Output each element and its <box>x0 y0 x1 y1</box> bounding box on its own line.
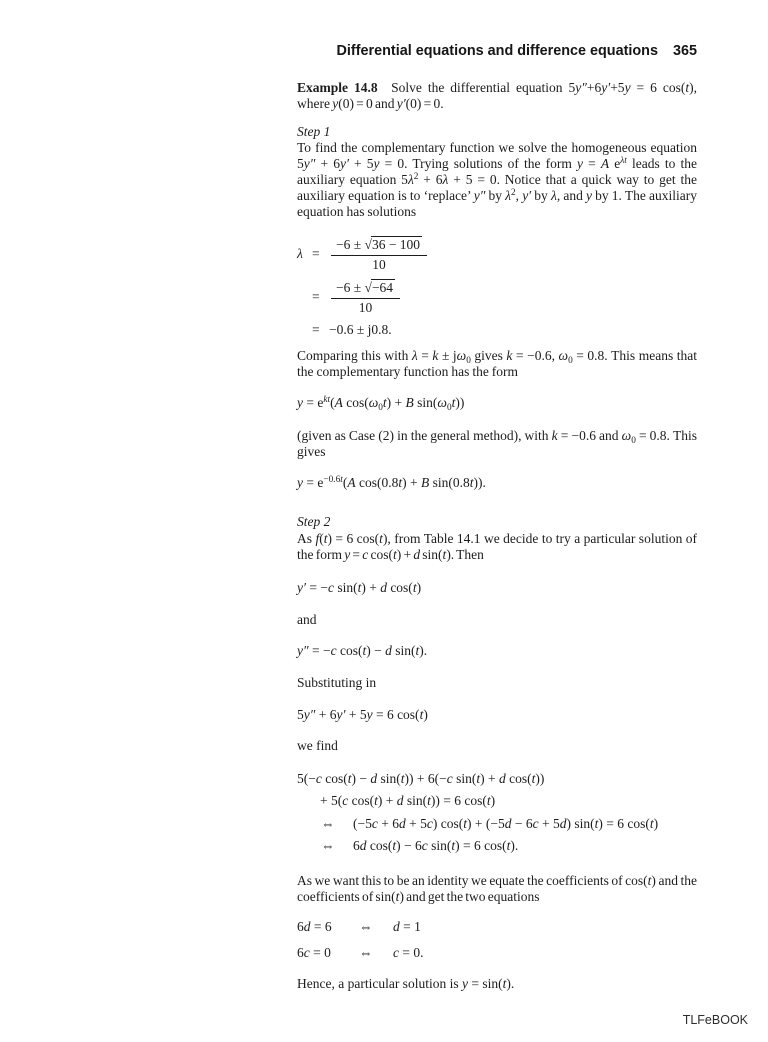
equals-sign: = <box>312 246 320 262</box>
example-paragraph: Example 14.8 Solve the differential equation 5y″+6y′+5y = 6 cos(t), where y(0) = 0 and y′(0) = 0. <box>297 80 697 111</box>
derivation-line-1: 5(−c cos(t) − d sin(t)) + 6(−c sin(t) + d cos(t)) <box>297 771 545 786</box>
running-head-title: Differential equations and difference equations <box>336 43 658 59</box>
iff-arrow-icon: ⇔ <box>359 919 373 934</box>
equation-rhs: −0.6 ± j0.8. <box>329 321 392 337</box>
coefficient-equation-row-1 <box>297 919 697 935</box>
comparing-paragraph: Comparing this with $\lambda = k \pm j\omega_0$ gives k = −0.6, $\omega_0 = 0.8$. This means that the complementary function has the form <box>297 348 697 379</box>
equals-sign: = <box>312 321 320 337</box>
step-1-heading: Step 1 <box>297 124 331 139</box>
y-prime-equation: y′ = −c sin(t) + d cos(t) <box>297 580 422 595</box>
step-2-paragraph: As f(t) = 6 cos(t), from Table 14.1 we decide to try a particular solution of the form y = c cos(t) + d sin(t). Then <box>297 531 698 562</box>
coeff-right: c = 0. <box>393 945 424 961</box>
coeff-left: 6d = 6 <box>297 919 332 934</box>
derivation-line-4 <box>297 835 697 857</box>
and-connector: and <box>297 612 317 627</box>
step-2-heading: Step 2 <box>297 514 331 529</box>
coeff-right: d = 1 <box>393 919 421 934</box>
complementary-form-equation: $y = e^{kt}(A$ $\cos(\omega_0t) + B$ $\sin(\omega_0t)$) <box>297 395 465 413</box>
derivation-line-2: + 5(c cos(t) + d sin(t)) = 6 cos(t) <box>320 793 496 809</box>
identity-paragraph: As we want this to be an identity we equate the coefficients of cos(t) and the coefficients of sin(t) and get the two equations <box>297 873 697 904</box>
coefficient-equations <box>297 919 697 972</box>
iff-arrow-icon: ⇔ <box>321 815 335 831</box>
equation-row-3 <box>297 322 697 338</box>
equation-lhs: λ <box>297 246 303 262</box>
equation-rhs: $\frac{-6 \pm √36 - 100}{10}$ <box>329 236 429 273</box>
hence-paragraph: Hence, a particular solution is y = sin(t). <box>297 976 515 991</box>
running-header <box>297 44 697 60</box>
iff-arrow-icon: ⇔ <box>359 945 373 961</box>
coefficient-equation-row-2 <box>297 945 697 961</box>
y-double-prime-equation: y″ = −c cos(t) − d sin(t). <box>297 643 428 658</box>
equation-row-2 <box>297 279 697 316</box>
tlfebook-watermark: TLFeBOOK <box>682 1013 748 1027</box>
iff-arrow-icon: ⇔ <box>321 838 335 854</box>
derivation-line-3-body: (−5c + 6d + 5c) cos(t) + (−5d − 6c + 5d) sin(t) = 6 cos(t) <box>353 815 659 831</box>
page-number: 365 <box>672 43 697 59</box>
we-find-text: we find <box>297 738 338 753</box>
complementary-solution-equation: $y = e^{-0.6t}(A$ cos(0.8t) + B sin(0.8t)). <box>297 475 486 490</box>
lambda-solutions-equation <box>297 236 697 344</box>
ode-equation: 5y″ + 6y′ + 5y = 6 cos(t) <box>297 707 428 722</box>
equation-row-1 <box>297 236 697 273</box>
equals-sign: = <box>312 289 320 305</box>
substitution-derivation <box>297 768 697 858</box>
substituting-text: Substituting in <box>297 675 377 690</box>
coeff-left: 6c = 0 <box>297 945 331 961</box>
step-1-paragraph: To find the complementary function we solve the homogeneous equation 5y″ + 6y′ + 5y = 0. Trying solutions of the form y = A $e^{\lambda t}$ leads to the auxiliary equation $5\lambda^2 + 6\lambda + 5 = 0$. Notice that a quick way to get the auxiliary equation is to ‘replace’ y″ by $\lambda^2$, y′ by λ, and y by 1. The auxiliary equation has solutions <box>297 140 697 219</box>
case2-paragraph: (given as Case (2) in the general method), with k = −0.6 and $\omega_0 = 0.8$. This gives <box>297 428 697 459</box>
derivation-line-3 <box>297 813 697 835</box>
equation-rhs: $\frac{-6 \pm √-64}{10}$ <box>329 279 402 316</box>
derivation-line-4-body: 6d cos(t) − 6c sin(t) = 6 cos(t). <box>353 838 519 854</box>
